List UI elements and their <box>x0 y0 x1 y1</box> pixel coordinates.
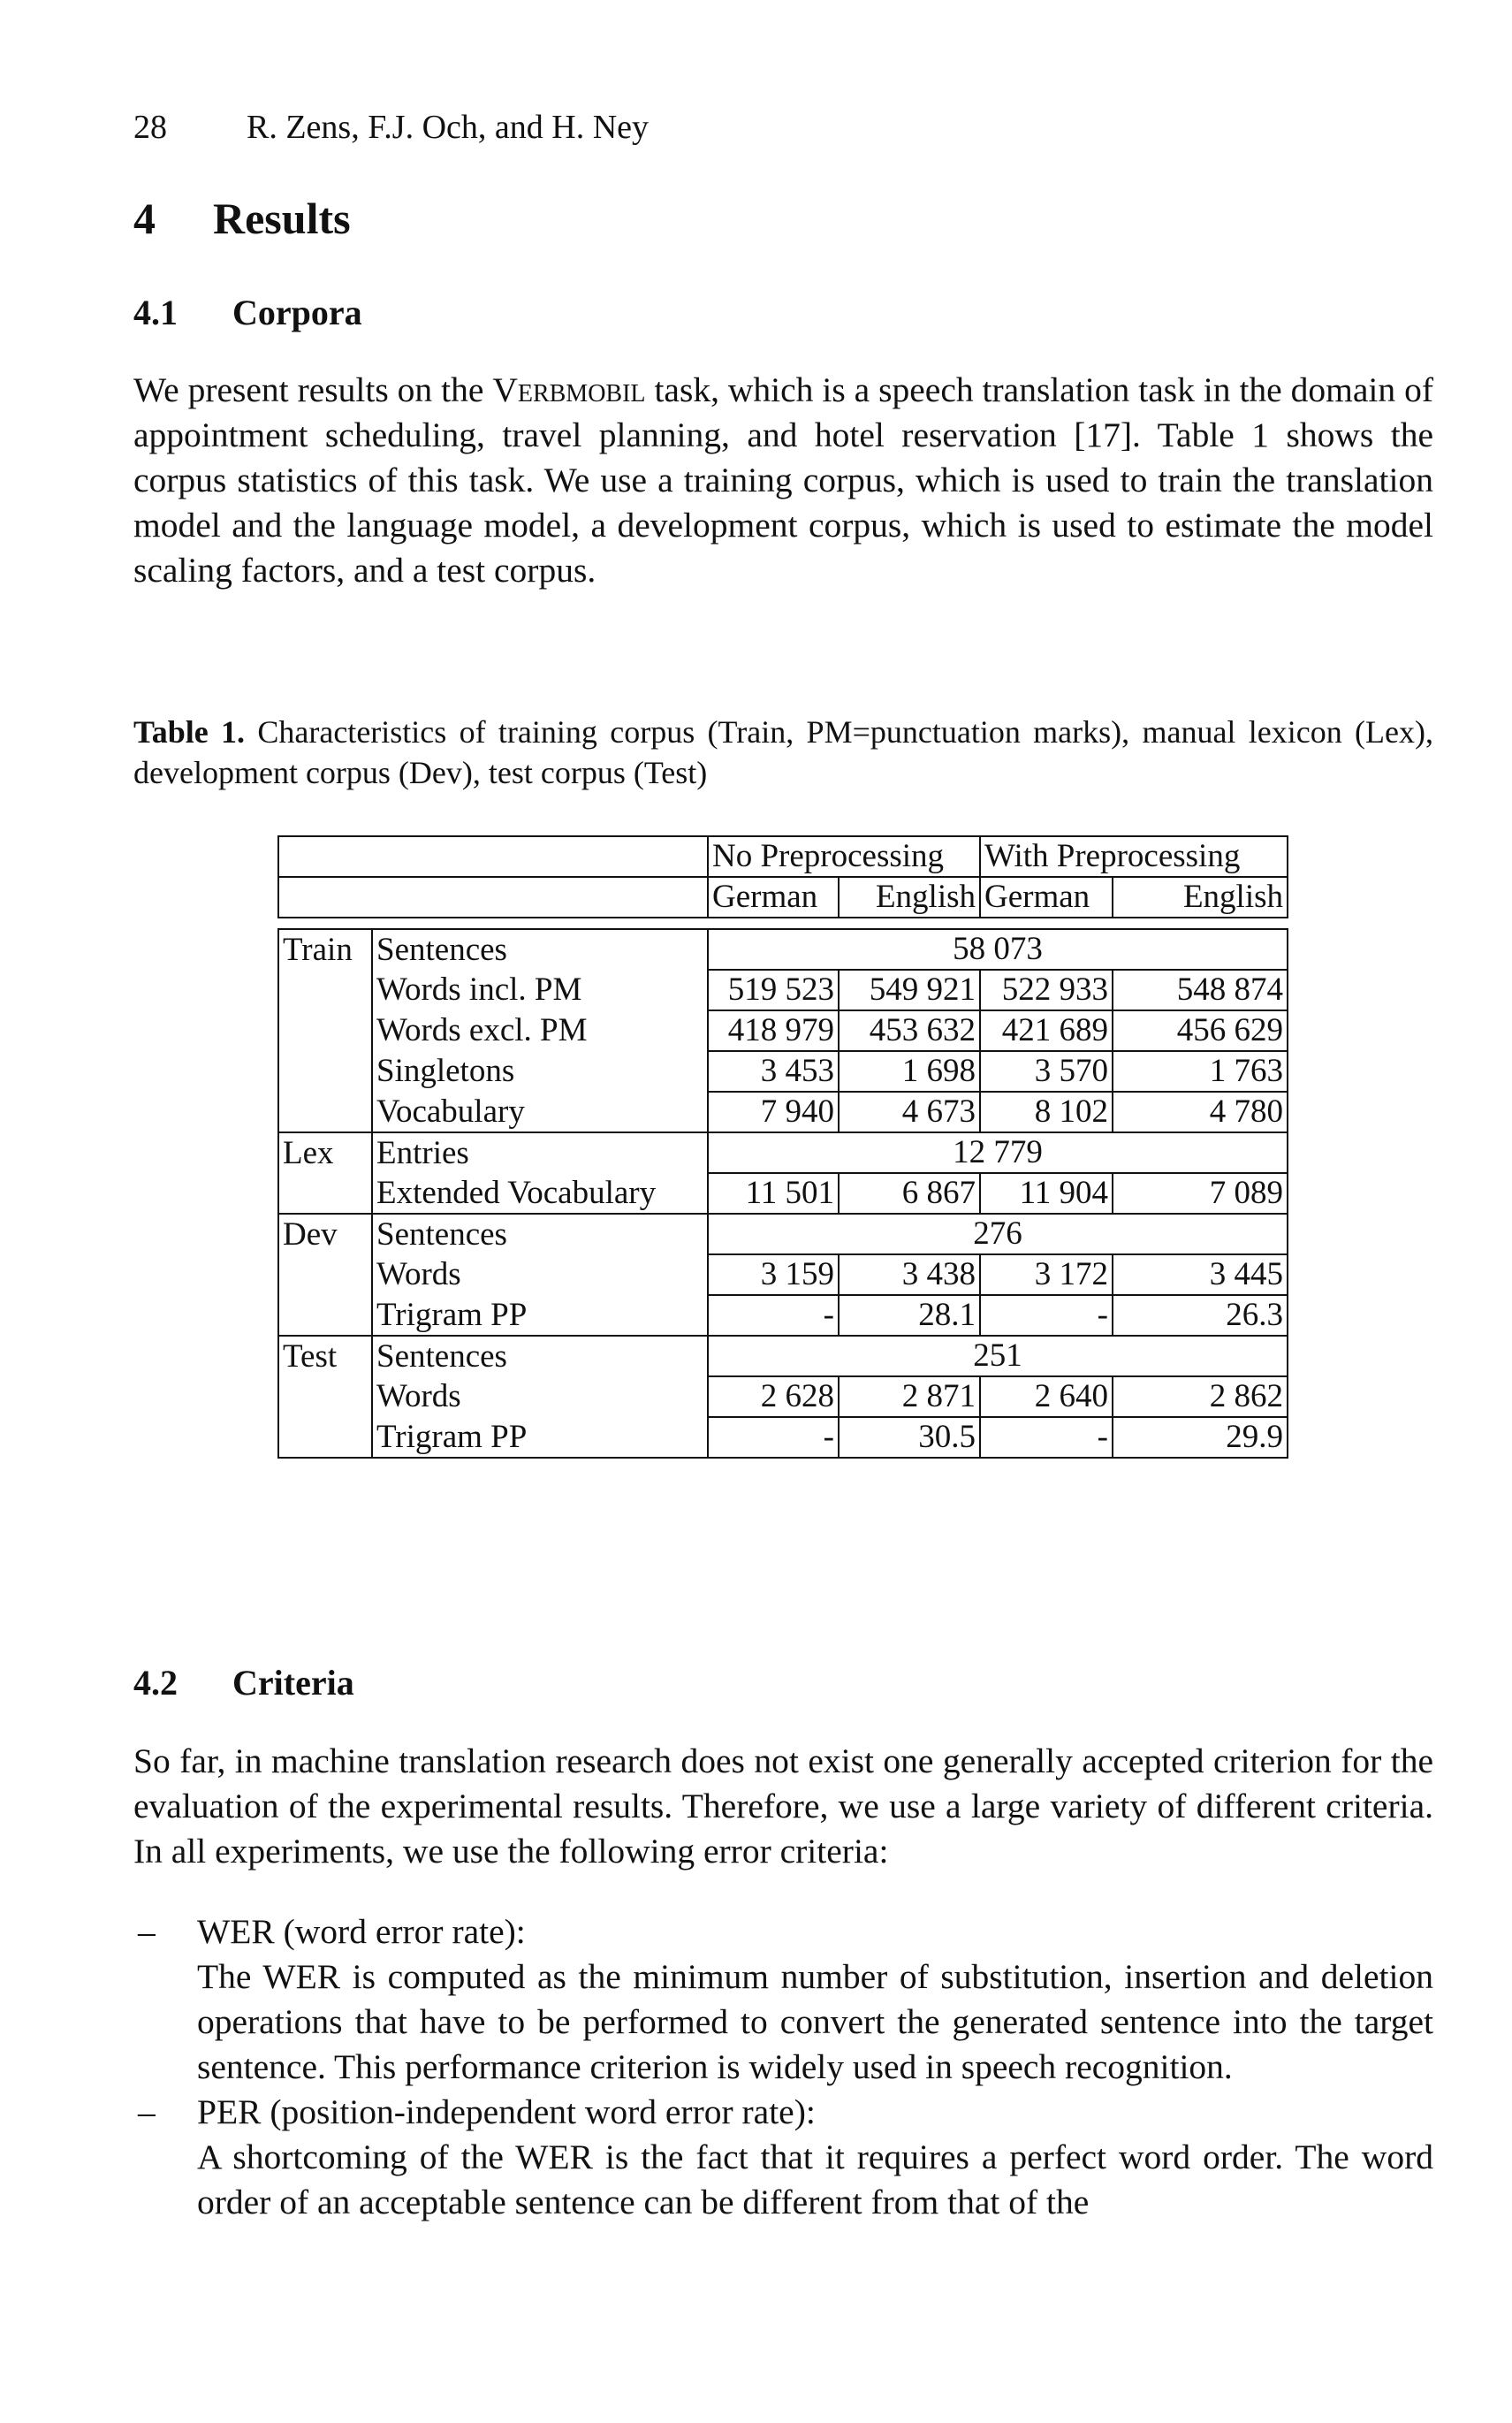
row-label: Words excl. PM <box>372 1010 708 1051</box>
list-item-head: PER (position-independent word error rate): <box>197 2092 816 2131</box>
row-label: Singletons <box>372 1051 708 1092</box>
subsection-heading-corpora <box>133 292 362 333</box>
table-row <box>278 1092 1288 1132</box>
caption-text: Characteristics of training corpus (Train, PM=punctuation marks), manual lexicon (Lex), development corpus (Dev), test corpus (Test) <box>133 714 1433 790</box>
section-title: Results <box>213 194 351 243</box>
value-cell: 11 904 <box>980 1173 1113 1214</box>
value-cell: 522 933 <box>980 970 1113 1010</box>
value-cell: 2 871 <box>839 1376 980 1417</box>
row-label: Words <box>372 1376 708 1417</box>
value-cell: 421 689 <box>980 1010 1113 1051</box>
table-caption <box>133 712 1433 793</box>
value-cell: 30.5 <box>839 1417 980 1458</box>
row-label: Entries <box>372 1132 708 1173</box>
value-cell: 7 089 <box>1113 1173 1288 1214</box>
section-heading <box>133 193 351 244</box>
authors: R. Zens, F.J. Och, and H. Ney <box>247 109 650 146</box>
row-group-label: Lex <box>278 1132 372 1173</box>
value-cell: - <box>980 1295 1113 1336</box>
value-cell: - <box>980 1417 1113 1458</box>
row-label: Vocabulary <box>372 1092 708 1132</box>
value-cell: 418 979 <box>708 1010 839 1051</box>
row-group-label: Test <box>278 1336 372 1376</box>
value-cell: 3 159 <box>708 1254 839 1295</box>
row-group-label <box>278 1376 372 1417</box>
list-item-body: A shortcoming of the WER is the fact that it requires a perfect word order. The word order of an acceptable sentence can be different from that of the <box>197 2137 1433 2221</box>
value-cell: 6 867 <box>839 1173 980 1214</box>
value-cell: 3 172 <box>980 1254 1113 1295</box>
row-label: Sentences <box>372 1214 708 1254</box>
subsection-title: Corpora <box>232 293 362 332</box>
value-cell: 11 501 <box>708 1173 839 1214</box>
value-cell: 8 102 <box>980 1092 1113 1132</box>
page-number: 28 <box>133 109 167 146</box>
table-row <box>278 1336 1288 1376</box>
row-group-label <box>278 1051 372 1092</box>
row-group-label: Dev <box>278 1214 372 1254</box>
list-item <box>133 2090 1433 2225</box>
table-row <box>278 1254 1288 1295</box>
row-group-label <box>278 1295 372 1336</box>
table-header <box>277 835 1288 918</box>
row-label: Sentences <box>372 929 708 970</box>
value-cell: 1 698 <box>839 1051 980 1092</box>
value-cell: - <box>708 1417 839 1458</box>
table-row <box>278 1376 1288 1417</box>
row-group-label <box>278 1010 372 1051</box>
paragraph-corpora <box>133 368 1433 593</box>
table-row <box>278 1417 1288 1458</box>
table-row <box>278 970 1288 1010</box>
lang-header: English <box>1113 877 1288 918</box>
subsection-number: 4.2 <box>133 1663 178 1703</box>
value-cell: - <box>708 1295 839 1336</box>
value-cell: 7 940 <box>708 1092 839 1132</box>
row-label: Words <box>372 1254 708 1295</box>
section-number: 4 <box>133 194 156 243</box>
running-head <box>133 108 649 147</box>
text: task, which is a speech translation task in the domain of appointment scheduling, travel planning, and hotel reservation [17]. Table 1 shows the corpus statistics of this task. We use a training corpus, which is used to train the translation model and the language model, a development corpus, which is used to estimate the model scaling factors, and a test corpus. <box>133 370 1433 590</box>
value-cell: 4 780 <box>1113 1092 1288 1132</box>
subsection-number: 4.1 <box>133 293 178 332</box>
corpus-statistics-table <box>277 928 1288 1459</box>
value-cell: 456 629 <box>1113 1010 1288 1051</box>
value-cell: 519 523 <box>708 970 839 1010</box>
value-cell: 1 763 <box>1113 1051 1288 1092</box>
table-row <box>278 1010 1288 1051</box>
row-group-label <box>278 1173 372 1214</box>
row-group-label <box>278 1417 372 1458</box>
table-row <box>278 1132 1288 1173</box>
spanning-value-cell: 251 <box>708 1336 1288 1376</box>
value-cell: 548 874 <box>1113 970 1288 1010</box>
value-cell: 549 921 <box>839 970 980 1010</box>
row-group-label: Train <box>278 929 372 970</box>
value-cell: 28.1 <box>839 1295 980 1336</box>
row-label: Trigram PP <box>372 1417 708 1458</box>
lang-header: German <box>708 877 839 918</box>
list-item-body: The WER is computed as the minimum number of substitution, insertion and deletion operations that have to be performed to convert the generated sentence into the target sentence. This performance criterion is widely used in speech recognition. <box>197 1957 1433 2086</box>
row-group-label <box>278 970 372 1010</box>
value-cell: 3 438 <box>839 1254 980 1295</box>
value-cell: 26.3 <box>1113 1295 1288 1336</box>
table-row <box>278 1173 1288 1214</box>
table-row <box>278 1295 1288 1336</box>
table-row <box>278 1051 1288 1092</box>
subsection-title: Criteria <box>232 1663 354 1703</box>
empty-cell <box>278 877 708 918</box>
task-name: Verbmobil <box>492 370 646 409</box>
spanning-value-cell: 58 073 <box>708 929 1288 970</box>
value-cell: 29.9 <box>1113 1417 1288 1458</box>
row-label: Trigram PP <box>372 1295 708 1336</box>
lang-header: English <box>839 877 980 918</box>
value-cell: 453 632 <box>839 1010 980 1051</box>
spanning-value-cell: 12 779 <box>708 1132 1288 1173</box>
row-group-label <box>278 1092 372 1132</box>
row-group-label <box>278 1254 372 1295</box>
criteria-list <box>133 1909 1433 2225</box>
value-cell: 3 453 <box>708 1051 839 1092</box>
group-header: No Preprocessing <box>708 836 980 877</box>
list-item <box>133 1909 1433 2090</box>
row-label: Extended Vocabulary <box>372 1173 708 1214</box>
text: We present results on the <box>133 370 493 409</box>
value-cell: 3 570 <box>980 1051 1113 1092</box>
dash-bullet: – <box>138 2092 156 2131</box>
table-row <box>278 1214 1288 1254</box>
row-label: Sentences <box>372 1336 708 1376</box>
subsection-heading-criteria <box>133 1662 354 1703</box>
spanning-value-cell: 276 <box>708 1214 1288 1254</box>
caption-label: Table 1. <box>133 714 246 750</box>
value-cell: 4 673 <box>839 1092 980 1132</box>
dash-bullet: – <box>138 1912 156 1951</box>
lang-header: German <box>980 877 1113 918</box>
paragraph-criteria: So far, in machine translation research does not exist one generally accepted criterion for the evaluation of the experimental results. Therefore, we use a large variety of different criteria. In all experiments, we use the following error criteria: <box>133 1741 1433 1871</box>
value-cell: 2 628 <box>708 1376 839 1417</box>
table-row <box>278 929 1288 970</box>
row-label: Words incl. PM <box>372 970 708 1010</box>
value-cell: 3 445 <box>1113 1254 1288 1295</box>
value-cell: 2 862 <box>1113 1376 1288 1417</box>
value-cell: 2 640 <box>980 1376 1113 1417</box>
empty-cell <box>278 836 708 877</box>
list-item-head: WER (word error rate): <box>197 1912 526 1951</box>
group-header: With Preprocessing <box>980 836 1288 877</box>
